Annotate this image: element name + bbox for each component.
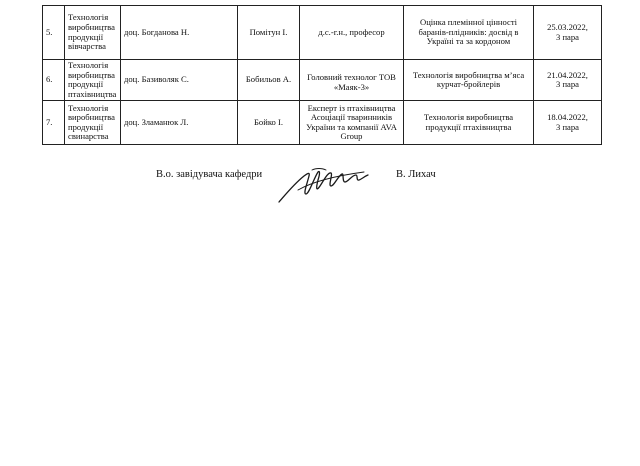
date-value: 18.04.2022,	[547, 112, 588, 123]
student-cell: Бойко І.	[238, 101, 300, 145]
topic-cell: Технологія виробництва м’яса курчат-бройлерів	[404, 60, 534, 101]
signatory-name: В. Лихач	[396, 169, 436, 180]
guest-cell: Експерт із птахівництва Асоціації тваринників України та компанії AVA Group	[300, 101, 404, 145]
teacher-cell: доц. Зламанюк Л.	[121, 101, 238, 145]
topic-cell: Технологія виробництва продукції птахівництва	[404, 101, 534, 145]
date-cell	[534, 6, 602, 60]
row-number: 6.	[43, 60, 65, 101]
program-cell: Технологія виробництва продукції свинарства	[65, 101, 121, 145]
table-row	[43, 101, 602, 145]
date-value: 25.03.2022,	[547, 21, 588, 32]
guest-lectures-table	[42, 5, 602, 145]
teacher-cell: доц. Богданова Н.	[121, 6, 238, 60]
student-cell: Бобильов А.	[238, 60, 300, 101]
date-cell	[534, 60, 602, 101]
guest-cell: д.с.-г.н., професор	[300, 6, 404, 60]
program-cell: Технологія виробництва продукції птахівництва	[65, 60, 121, 101]
handwritten-signature	[276, 164, 370, 204]
pair-value: 3 пара	[556, 121, 579, 132]
row-number: 7.	[43, 101, 65, 145]
pair-value: 3 пара	[556, 79, 579, 90]
student-cell: Помітун І.	[238, 6, 300, 60]
date-cell	[534, 101, 602, 145]
guest-cell: Головний технолог ТОВ «Маяк-3»	[300, 60, 404, 101]
program-cell: Технологія виробництва продукції вівчарства	[65, 6, 121, 60]
date-value: 21.04.2022,	[547, 69, 588, 80]
teacher-cell: доц. Базиволяк С.	[121, 60, 238, 101]
position-title: В.о. завідувача кафедри	[156, 169, 263, 180]
row-number: 5.	[43, 6, 65, 60]
pair-value: 3 пара	[556, 31, 579, 42]
table-row	[43, 60, 602, 101]
table-row	[43, 6, 602, 60]
topic-cell: Оцінка племінної цінності баранів-плідників: досвід в Україні та за кордоном	[404, 6, 534, 60]
